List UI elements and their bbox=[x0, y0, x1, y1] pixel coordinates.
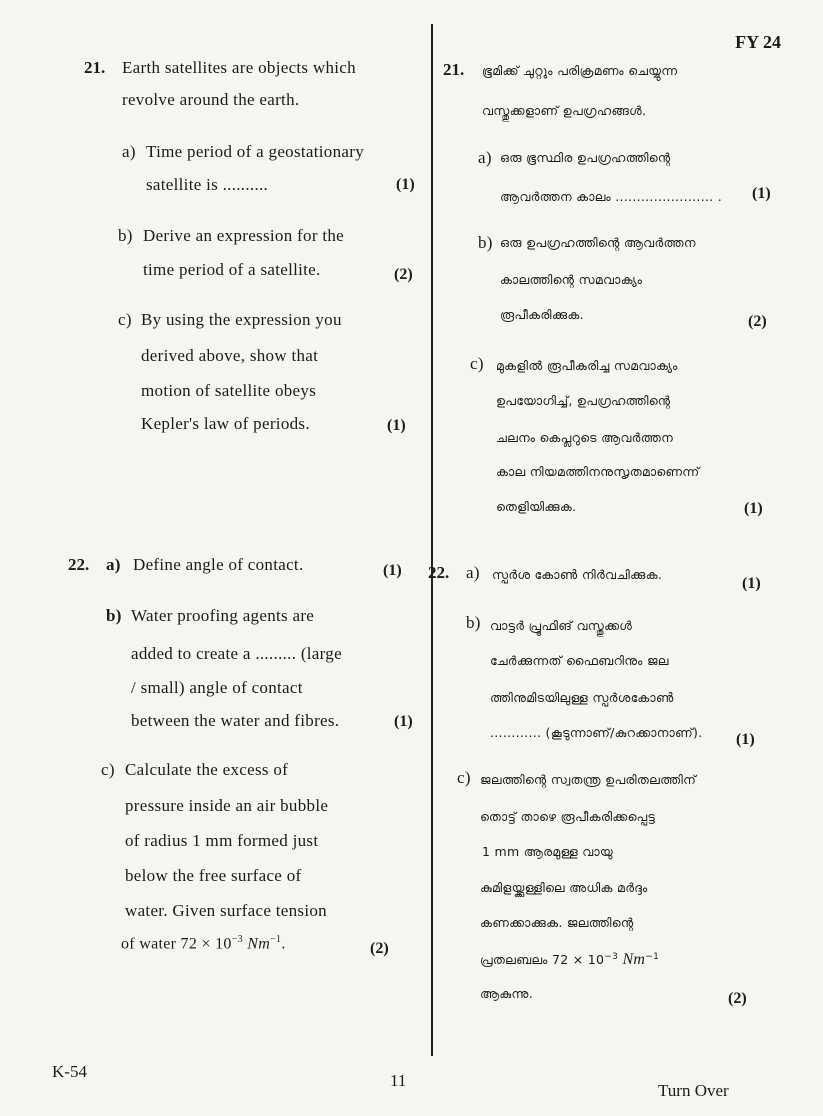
subpart-text: കാലത്തിന്റെ സമവാക്യം bbox=[500, 272, 643, 287]
subpart-text: ജലത്തിന്റെ സ്വതന്ത്ര ഉപരിതലത്തിന് bbox=[480, 772, 697, 787]
subpart-text: രൂപീകരിക്കുക. bbox=[500, 307, 584, 322]
subpart-text: ചേർക്കുന്നത് ഫൈബറിനും ജല bbox=[490, 653, 669, 668]
subpart-text: below the free surface of bbox=[125, 866, 302, 885]
subpart-text: ഒരു ഉപഗ്രഹത്തിന്റെ ആവർത്തന bbox=[500, 235, 696, 250]
subpart-text: time period of a satellite. bbox=[143, 260, 321, 279]
question-text: revolve around the earth. bbox=[122, 90, 300, 109]
subpart-text: motion of satellite obeys bbox=[141, 381, 317, 400]
marks: (1) bbox=[387, 417, 406, 434]
marks: (2) bbox=[370, 940, 389, 957]
subpart-text: Kepler's law of periods. bbox=[141, 414, 310, 433]
subpart-text: Derive an expression for the bbox=[143, 226, 344, 245]
subpart-text: Define angle of contact. bbox=[133, 555, 304, 574]
subpart-text: തൊട്ട് താഴെ രൂപീകരിക്കപ്പെട്ട bbox=[480, 809, 656, 824]
subpart-text: between the water and fibres. bbox=[131, 711, 340, 730]
subpart-label: a) bbox=[106, 555, 121, 574]
subpart-text: Time period of a geostationary bbox=[146, 142, 364, 161]
subpart-text: തെളിയിക്കുക. bbox=[496, 499, 577, 514]
question-number: 21. bbox=[443, 60, 465, 79]
subpart-label: c) bbox=[470, 354, 484, 373]
subpart-text: derived above, show that bbox=[141, 346, 319, 365]
column-divider bbox=[431, 24, 433, 1056]
subpart-label: c) bbox=[118, 310, 132, 329]
paper-code: FY 24 bbox=[735, 32, 781, 52]
subpart-label: c) bbox=[457, 768, 471, 787]
subpart-text: ഉപയോഗിച്ച്, ഉപഗ്രഹത്തിന്റെ bbox=[496, 393, 671, 408]
marks: (1) bbox=[396, 176, 415, 193]
page-number: 11 bbox=[390, 1071, 407, 1090]
question-number: 21. bbox=[84, 58, 106, 77]
marks: (1) bbox=[742, 575, 761, 592]
subpart-text: കുമിളയ്ക്കുള്ളിലെ അധിക മർദ്ദം bbox=[480, 880, 648, 895]
subpart-label: b) bbox=[466, 613, 481, 632]
subpart-text: of radius 1 mm formed just bbox=[125, 831, 319, 850]
subpart-text: ............ (കൂടുന്നാണ്/കുറക്കാനാണ്). bbox=[490, 725, 703, 740]
question-number: 22. bbox=[68, 555, 90, 574]
subpart-text: ത്തിനുമിടയിലുള്ള സ്പർശകോൺ bbox=[490, 690, 674, 705]
subpart-label: b) bbox=[106, 606, 122, 625]
marks: (2) bbox=[728, 990, 747, 1007]
marks: (2) bbox=[394, 266, 413, 283]
marks: (2) bbox=[748, 313, 767, 330]
subpart-label: a) bbox=[478, 148, 492, 167]
subpart-text: ഒരു ഭൂസ്ഥിര ഉപഗ്രഹത്തിന്റെ bbox=[500, 150, 671, 165]
subpart-text: Calculate the excess of bbox=[125, 760, 289, 779]
subpart-text: pressure inside an air bubble bbox=[125, 796, 329, 815]
subpart-text: മുകളിൽ രൂപീകരിച്ച സമവാക്യം bbox=[496, 358, 678, 373]
subpart-label: a) bbox=[122, 142, 136, 161]
turn-over-note: Turn Over bbox=[658, 1081, 729, 1100]
question-text: ഭൂമിക്ക് ചുറ്റും പരിക്രമണം ചെയ്യുന്ന bbox=[482, 63, 678, 78]
marks: (1) bbox=[394, 713, 413, 730]
subpart-label: c) bbox=[101, 760, 115, 779]
subpart-label: b) bbox=[118, 226, 133, 245]
paper-number: K-54 bbox=[52, 1062, 87, 1081]
subpart-text: / small) angle of contact bbox=[131, 678, 303, 697]
subpart-text: സ്പർശ കോൺ നിർവചിക്കുക. bbox=[492, 567, 663, 582]
formula-line: of water $72 \times 10^{-3}$ $Nm^{-1}$. bbox=[121, 934, 286, 953]
marks: (1) bbox=[752, 185, 771, 202]
question-text: വസ്തുക്കളാണ് ഉപഗ്രഹങ്ങൾ. bbox=[482, 103, 647, 118]
subpart-text: added to create a ......... (large bbox=[131, 644, 342, 663]
question-text: Earth satellites are objects which bbox=[122, 58, 356, 77]
marks: (1) bbox=[744, 500, 763, 517]
marks: (1) bbox=[736, 731, 755, 748]
subpart-label: a) bbox=[466, 563, 480, 582]
subpart-text: ചലനം കെപ്ലറുടെ ആവർത്തന bbox=[496, 430, 673, 445]
subpart-text: ആവർത്തന കാലം ....................... . bbox=[500, 189, 723, 204]
subpart-text: Water proofing agents are bbox=[131, 606, 315, 625]
subpart-text: By using the expression you bbox=[141, 310, 342, 329]
question-number: 22. bbox=[428, 563, 450, 582]
subpart-text: 1 mm ആരമുള്ള വായു bbox=[482, 844, 613, 859]
subpart-text: കണക്കാക്കുക. ജലത്തിന്റെ bbox=[480, 915, 634, 930]
subpart-text: water. Given surface tension bbox=[125, 901, 327, 920]
subpart-text: വാട്ടർ പ്രൂഫിങ് വസ്തുക്കൾ bbox=[490, 618, 633, 633]
subpart-text: ആകുന്നു. bbox=[480, 986, 533, 1001]
subpart-text: കാല നിയമത്തിനനുസൃതമാണെന്ന് bbox=[496, 464, 700, 479]
subpart-text: satellite is .......... bbox=[146, 175, 269, 194]
subpart-label: b) bbox=[478, 233, 493, 252]
formula-line: പ്രതലബലം $72 \times 10^{-3}$ $Nm^{-1}$ bbox=[480, 951, 660, 968]
marks: (1) bbox=[383, 562, 402, 579]
